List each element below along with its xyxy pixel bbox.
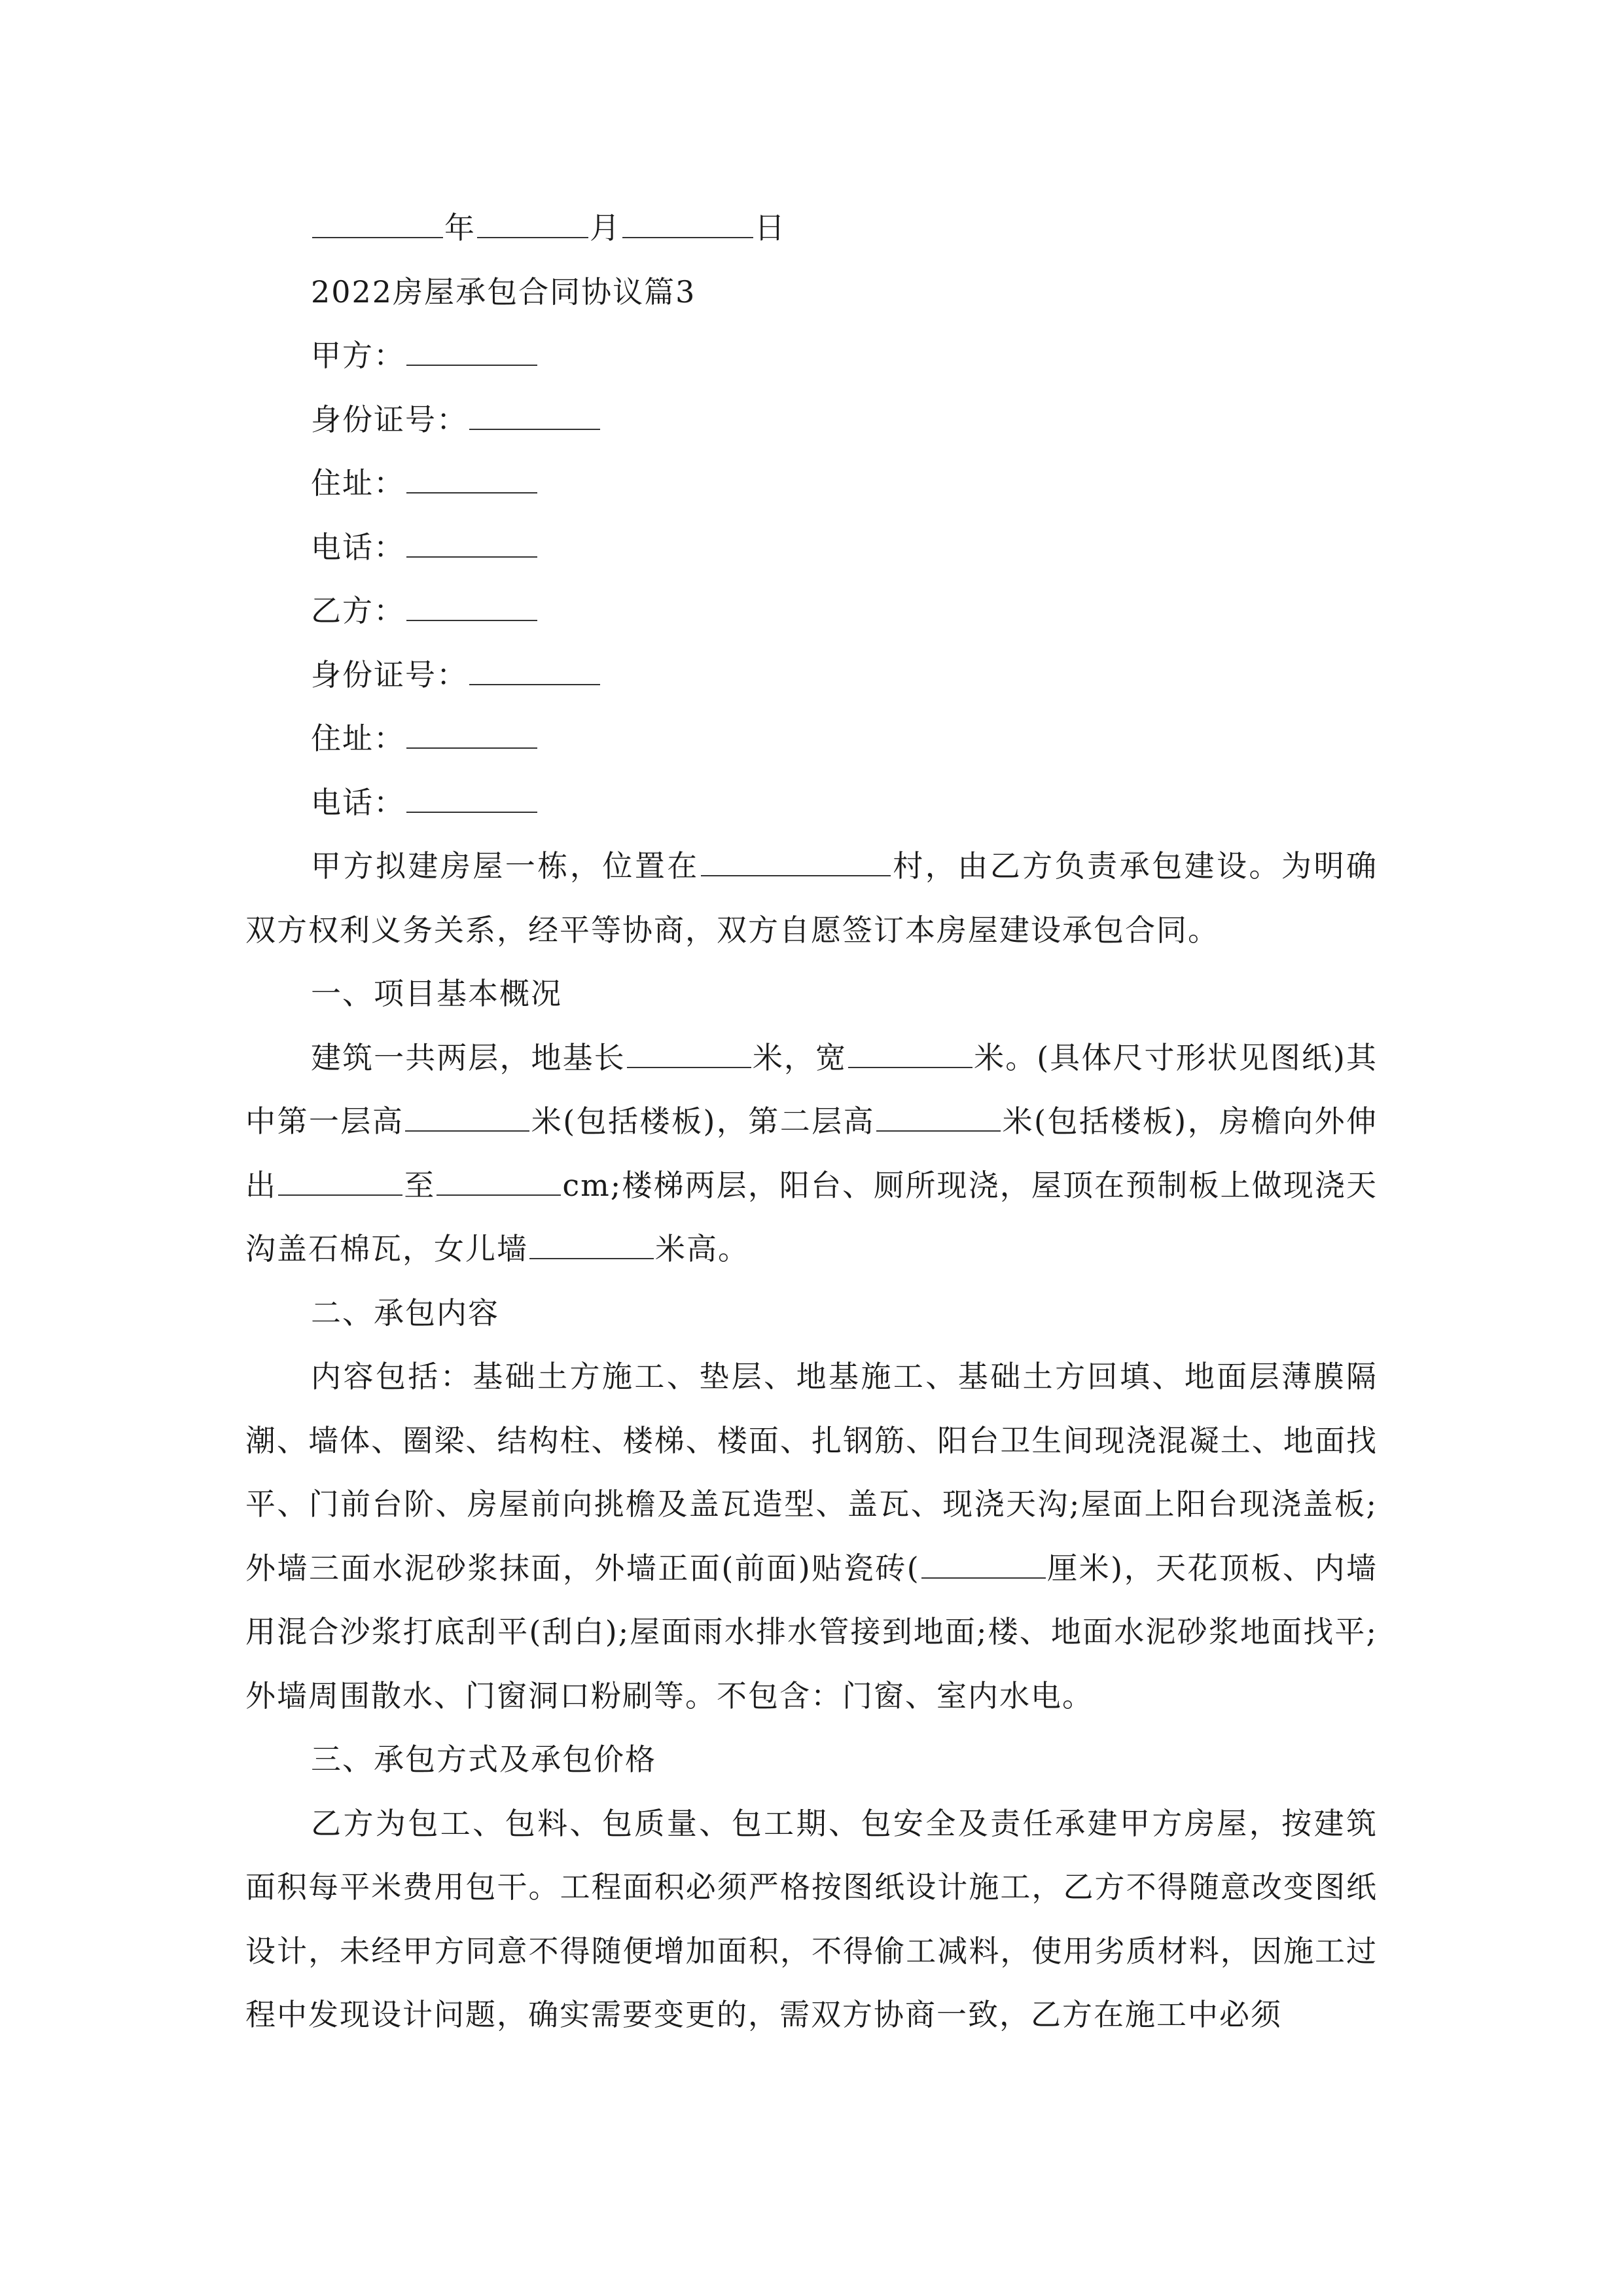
party-b-line <box>245 579 1378 643</box>
section-1-text-8: 米高。 <box>655 1231 749 1266</box>
tile-size-blank <box>921 1551 1046 1579</box>
village-blank <box>701 849 891 876</box>
day-label: 日 <box>755 210 786 245</box>
party-b-address-label: 住址： <box>311 721 405 756</box>
section-1-text-4: 米(包括楼板)，第二层高 <box>531 1103 876 1139</box>
eave-max-blank <box>437 1168 561 1196</box>
party-a-label: 甲方： <box>311 338 405 373</box>
month-blank <box>477 211 588 238</box>
length-blank <box>627 1041 751 1068</box>
party-a-id-line <box>245 388 1378 452</box>
section-1-text-7: cm;楼梯两层，阳台、厕所现浇，屋顶在预制板上做现浇天沟盖石棉瓦，女儿墙 <box>245 1167 1378 1266</box>
second-floor-height-blank <box>876 1104 1001 1132</box>
intro-text-1: 甲方拟建房屋一栋，位置在 <box>311 848 700 884</box>
document-title: 2022房屋承包合同协议篇3 <box>311 274 696 310</box>
party-b-phone-label: 电话： <box>311 784 405 820</box>
document-body <box>245 196 1378 2047</box>
section-3-paragraph: 乙方为包工、包料、包质量、包工期、包安全及责任承建甲方房屋，按建筑面积每平米费用包干。工程面积必须严格按图纸设计施工，乙方不得随意改变图纸设计，未经甲方同意不得随便增加面积，不得偷工减料，使用劣质材料，因施工过程中发现设计问题，确实需要变更的，需双方协商一致，乙方在施工中必须 <box>245 1805 1378 2032</box>
party-a-id-label: 身份证号： <box>311 401 468 437</box>
party-b-id-line <box>245 643 1378 708</box>
party-a-phone-blank <box>406 530 537 558</box>
month-label: 月 <box>590 210 621 245</box>
party-b-address-line <box>245 707 1378 771</box>
party-b-phone-line <box>245 771 1378 835</box>
parapet-height-blank <box>529 1232 654 1259</box>
section-1-text-6: 至 <box>404 1167 436 1203</box>
party-a-id-blank <box>469 403 600 430</box>
party-a-blank <box>406 338 537 366</box>
party-a-phone-label: 电话： <box>311 529 405 565</box>
eave-min-blank <box>278 1168 402 1196</box>
section-2-heading: 二、承包内容 <box>311 1295 499 1331</box>
section-1-text-5: 米(包括楼板)，房檐向外伸出 <box>245 1103 1378 1203</box>
section-3-heading: 三、承包方式及承包价格 <box>311 1742 656 1777</box>
party-a-phone-line <box>245 516 1378 580</box>
section-1-heading: 一、项目基本概况 <box>311 976 562 1011</box>
party-a-address-blank <box>406 466 537 493</box>
party-b-address-blank <box>406 721 537 749</box>
party-b-phone-blank <box>406 785 537 813</box>
section-1-paragraph <box>245 1026 1378 1282</box>
section-2-text-1: 内容包括：基础土方施工、垫层、地基施工、基础土方回填、地面层薄膜隔潮、墙体、圈梁、结构柱、楼梯、楼面、扎钢筋、阳台卫生间现浇混凝土、地面找平、门前台阶、房屋前向挑檐及盖瓦造型、盖瓦、现浇天沟;屋面上阳台现浇盖板;外墙三面水泥砂浆抹面，外墙正面(前面)贴瓷砖( <box>245 1359 1378 1586</box>
day-blank <box>622 211 753 238</box>
year-label: 年 <box>444 210 476 245</box>
section-1-text-2: 米，宽 <box>752 1039 847 1075</box>
date-line <box>245 196 1378 260</box>
intro-text-2: 村，由乙方负责承包建设。为明确双方权利义务关系，经平等协商，双方自愿签订本房屋建设承包合同。 <box>245 848 1378 948</box>
party-a-line <box>245 324 1378 388</box>
party-b-id-blank <box>469 658 600 685</box>
party-a-address-label: 住址： <box>311 465 405 501</box>
intro-paragraph <box>245 834 1378 962</box>
first-floor-height-blank <box>405 1104 529 1132</box>
party-b-label: 乙方： <box>311 593 405 628</box>
year-blank <box>312 211 443 238</box>
section-2-text-2: 厘米)，天花顶板、内墙用混合沙浆打底刮平(刮白);屋面雨水排水管接到地面;楼、地面水泥砂浆地面找平;外墙周围散水、门窗洞口粉刷等。不包含：门窗、室内水电。 <box>245 1550 1378 1713</box>
party-a-address-line <box>245 452 1378 516</box>
party-b-blank <box>406 594 537 621</box>
party-b-id-label: 身份证号： <box>311 656 468 692</box>
section-1-text-1: 建筑一共两层，地基长 <box>311 1039 626 1075</box>
width-blank <box>848 1041 972 1068</box>
section-1-text-3: 米。(具体尺寸形状见图纸)其中第一层高 <box>245 1039 1378 1139</box>
section-2-paragraph <box>245 1345 1378 1728</box>
